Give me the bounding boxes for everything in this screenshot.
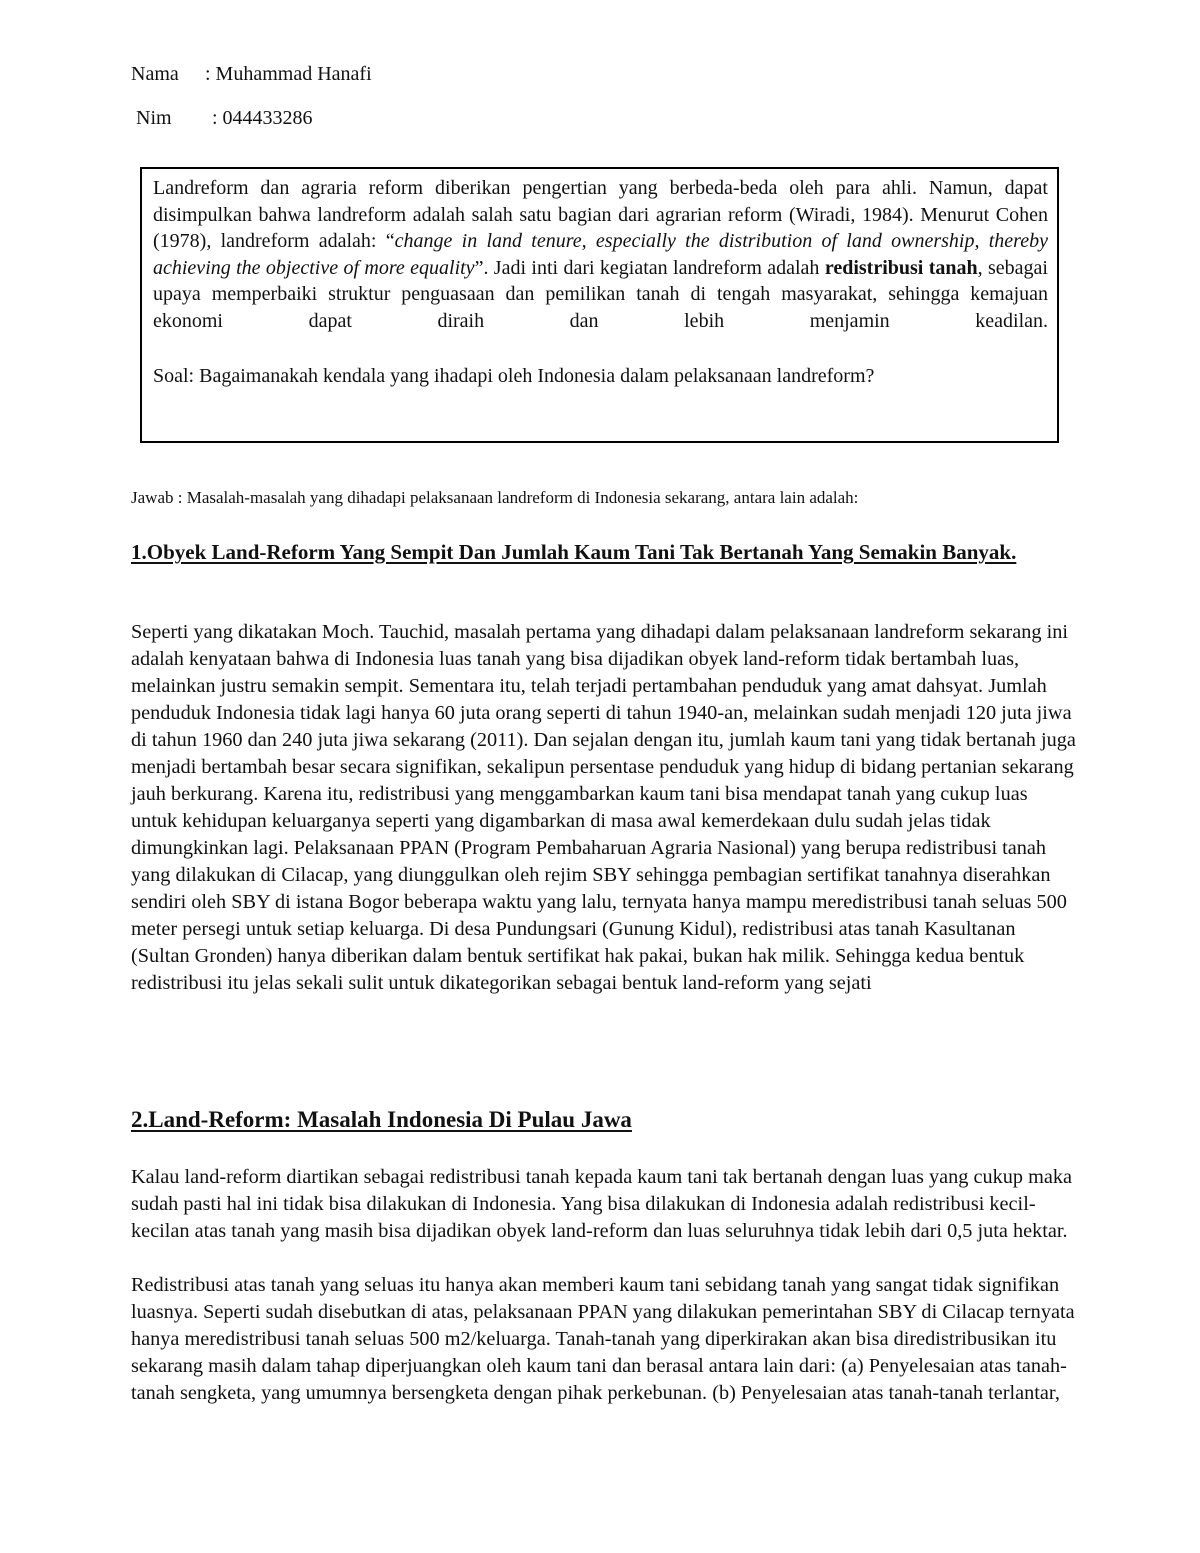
closing-text: , sebagai upaya memperbaiki struktur penguasaan dan pemilikan tanah di tengah masyarakat, sehingga kemajuan ekonomi dapat diraih dan lebih menjamin keadilan.	[153, 256, 1048, 332]
question-text: Soal: Bagaimanakah kendala yang ihadapi oleh Indonesia dalam pelaksanaan landreform?	[153, 364, 875, 387]
nim-label: Nim	[136, 107, 172, 129]
answer-intro: Jawab : Masalah-masalah yang dihadapi pelaksanaan landreform di Indonesia sekarang, antara lain adalah:	[131, 488, 859, 507]
cohen-quote: change in land tenure, especially the distribution of land ownership, thereby achieving the objective of more equality	[153, 230, 1048, 279]
student-nim: : 044433286	[212, 107, 313, 129]
section-1-paragraph: Seperti yang dikatakan Moch. Tauchid, masalah pertama yang dihadapi dalam pelaksanaan landreform sekarang ini adalah kenyataan bahwa di Indonesia luas tanah yang bisa dijadikan obyek land-reform tidak bertambah luas, melainkan justru semakin sempit. Sementara itu, telah terjadi pertambahan penduduk yang amat dahsyat. Jumlah penduduk Indonesia tidak lagi hanya 60 juta orang seperti di tahun 1940-an, melainkan sudah menjadi 120 juta jiwa di tahun 1960 dan 240 juta jiwa sekarang (2011). Dan sejalan dengan itu, jumlah kaum tani yang tidak bertanah juga menjadi bertambah besar secara signifikan, sekalipun persentase penduduk yang hidup di bidang pertanian sekarang jauh berkurang. Karena itu, redistribusi yang menggambarkan kaum tani bisa mendapat tanah yang cukup luas untuk kehidupan keluarganya seperti yang digambarkan di masa awal kemerdekaan dulu sudah jelas tidak dimungkinkan lagi. Pelaksanaan PPAN (Program Pembaharuan Agraria Nasional) yang berupa redistribusi tanah yang dilakukan di Cilacap, yang diunggulkan oleh rejim SBY sehingga pembagian sertifikat tanahnya diserahkan sendiri oleh SBY di istana Bogor beberapa waktu yang lalu, ternyata hanya mampu meredistribusi tanah seluas 500 meter persegi untuk setiap keluarga. Di desa Pundungsari (Gunung Kidul), redistribusi atas tanah Kasultanan (Sultan Gronden) hanya diberikan dalam bentuk sertifikat hak pakai, bukan hak milik. Sehingga kedua bentuk redistribusi itu jelas sekali sulit untuk dikategorikan sebagai bentuk land-reform yang sejati	[131, 621, 1076, 994]
emphasis-redistribusi: redistribusi tanah	[824, 256, 978, 279]
student-name-row	[131, 62, 372, 86]
name-label: Nama	[131, 63, 179, 85]
section-2-paragraph-2: Redistribusi atas tanah yang seluas itu hanya akan memberi kaum tani sebidang tanah yang sangat tidak signifikan luasnya. Seperti sudah disebutkan di atas, pelaksanaan PPAN yang dilakukan pemerintahan SBY di Cilacap ternyata hanya meredistribusi tanah seluas 500 m2/keluarga. Tanah-tanah yang diperkirakan akan bisa diredistribusikan itu sekarang masih dalam tahap diperjuangkan oleh kaum tani dan berasal antara lain dari: (a) Penyelesaian atas tanah- tanah sengketa, yang umumnya bersengketa dengan pihak perkebunan. (b) Penyelesaian atas tanah-tanah terlantar,	[131, 1274, 1075, 1404]
intro-text: Landreform dan agraria reform diberikan pengertian yang berbeda-beda oleh para ahli. Namun, dapat disimpulkan bahwa landreform adalah salah satu bagian dari agrarian reform (Wiradi, 1984). Menurut Cohen (1978), landreform adalah: “	[153, 177, 1048, 253]
question-intro-paragraph	[153, 175, 1048, 335]
section-2-paragraph: Kalau land-reform diartikan sebagai redistribusi tanah kepada kaum tani tak bertanah dengan luas yang cukup maka sudah pasti hal ini tidak bisa dilakukan di Indonesia. Yang bisa dilakukan di Indonesia adalah redistribusi kecil-kecilan atas tanah yang masih bisa dijadikan obyek land-reform dan luas seluruhnya tidak lebih dari 0,5 juta hektar.	[131, 1166, 1073, 1242]
after-quote-text: ”. Jadi inti dari kegiatan landreform adalah	[474, 256, 825, 279]
section-2-title: 2.Land-Reform: Masalah Indonesia Di Pulau Jawa	[131, 1107, 632, 1132]
section-1-title: 1.Obyek Land-Reform Yang Sempit Dan Jumlah Kaum Tani Tak Bertanah Yang Semakin Banyak.	[131, 540, 1017, 564]
student-name: : Muhammad Hanafi	[205, 63, 372, 85]
question-box	[140, 167, 1059, 443]
student-nim-row	[136, 106, 313, 130]
